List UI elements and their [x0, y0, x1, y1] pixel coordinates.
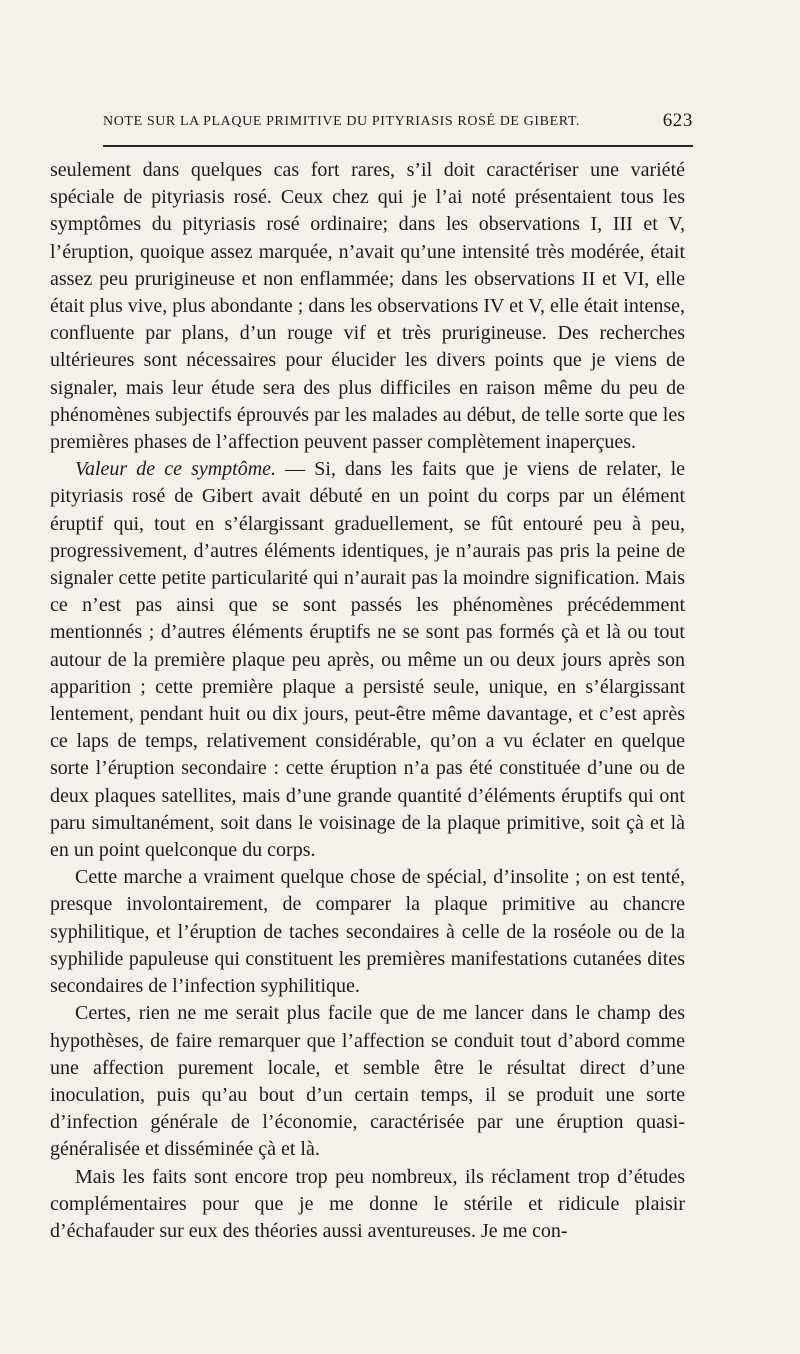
page-number: 623: [662, 110, 693, 131]
paragraph-text: — Si, dans les faits que je viens de relater, le pityriasis rosé de Gibert avait débuté en un point du corps par un élément éruptif qui, tout en s’élargissant graduellement, se fût entouré peu à peu, progressivement, d’autres éléments identiques, je n’aurais pas pris la peine de signaler cette petite particularité qui n’aurait pas la moindre signification. Mais ce n’est pas ainsi que se sont passés les phénomènes précédemment mentionnés ; d’autres éléments éruptifs ne se sont pas formés çà et là ou tout autour de la première plaque peu après, ou même un ou deux jours après son apparition ; cette première plaque a persisté seule, unique, en s’élargissant lentement, pendant huit ou dix jours, peut-être même davantage, et c’est après ce laps de temps, relativement considérable, qu’on a vu éclater en quelque sorte l’éruption secondaire : cette éruption n’a pas été constituée d’une ou de deux plaques satellites, mais d’une grande quantité d’éléments éruptifs qui ont paru simultanément, soit dans le voisinage de la plaque primitive, soit çà et là en un point quelconque du corps.: [50, 458, 686, 862]
paragraph-text: Cette marche a vraiment quelque chose de spécial, d’insolite ; on est tenté, presque involontairement, de comparer la plaque primitive au chancre syphilitique, et l’éruption de taches secondaires à celle de la roséole ou de la syphilide papuleuse qui constituent les premières manifestations cutanées dites secondaires de l’infection syphilitique.: [50, 866, 685, 998]
paragraph-4: [50, 1000, 685, 1163]
paragraph-text: Certes, rien ne me serait plus facile que de me lancer dans le champ des hypothèses, de faire remarquer que l’affection se conduit tout d’abord comme une affection purement locale, et semble être le résultat direct d’une inoculation, puis qu’au bout d’un certain temps, il se produit une sorte d’infection générale de l’économie, caractérisée par une éruption quasi-généralisée et disséminée çà et là.: [50, 1002, 685, 1161]
paragraph-2: [50, 456, 685, 864]
paragraph-text: seulement dans quelques cas fort rares, s’il doit caractériser une variété spéciale de pityriasis rosé. Ceux chez qui je l’ai noté présentaient tous les symptômes du pityriasis rosé ordinaire; dans les observations I, III et V, l’éruption, quoique assez marquée, n’avait qu’une intensité très modérée, était assez peu prurigineuse et non enflammée; dans les observations II et VI, elle était plus vive, plus abondante ; dans les observations IV et V, elle était intense, confluente par plans, d’un rouge vif et très prurigineuse. Des recherches ultérieures sont nécessaires pour élucider les divers points que je viens de signaler, mais leur étude sera des plus difficiles en raison même du peu de phénomènes subjectifs éprouvés par les malades au début, de telle sorte que les premières phases de l’affection peuvent passer complètement inaperçues.: [50, 159, 685, 454]
paragraph-lead-italic: Valeur de ce symptôme.: [75, 458, 277, 481]
running-title: NOTE SUR LA PLAQUE PRIMITIVE DU PITYRIASIS ROSÉ DE GIBERT.: [103, 114, 581, 129]
paragraph-3: [50, 864, 685, 1000]
paragraph-text: Mais les faits sont encore trop peu nombreux, ils réclament trop d’études complémentaires pour que je me donne le stérile et ridicule plaisir d’échafauder sur eux des théories aussi aventureuses. Je me con-: [50, 1165, 685, 1242]
paragraph-5: [50, 1164, 685, 1246]
header-rule: [103, 145, 693, 147]
body-text: [50, 157, 685, 1245]
paragraph-1: [50, 157, 685, 456]
